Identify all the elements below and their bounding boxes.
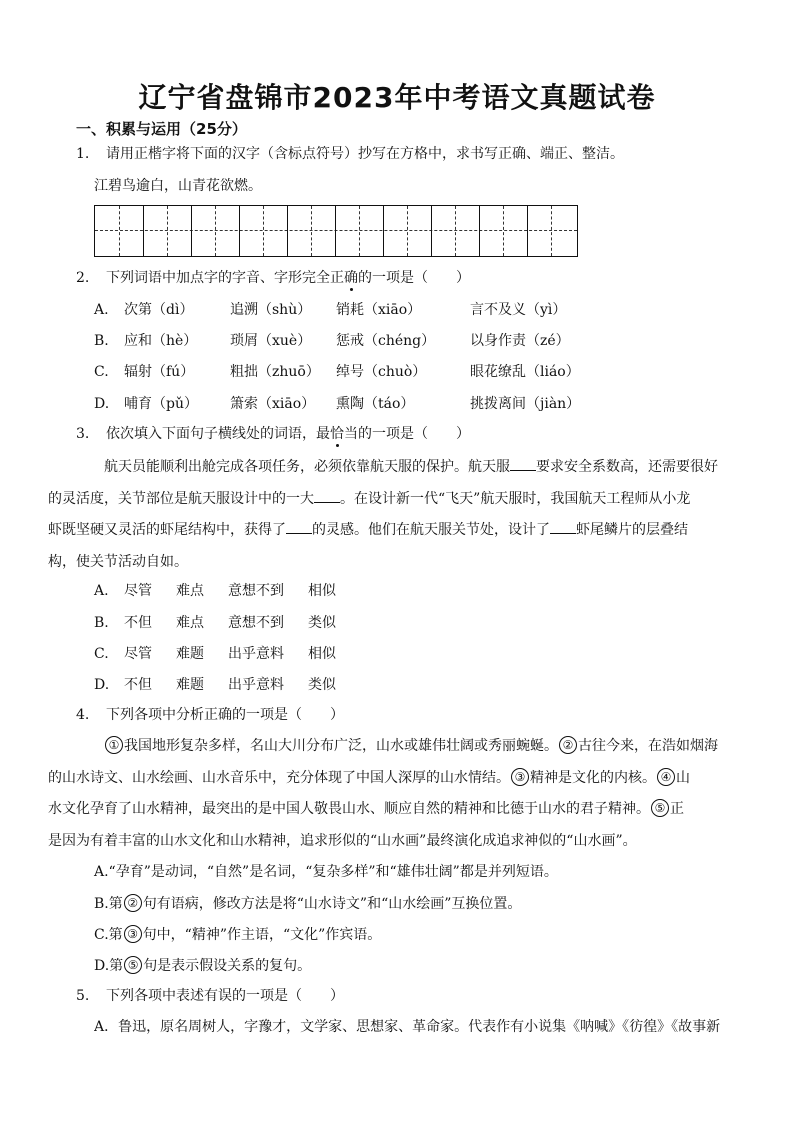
option-a[interactable] xyxy=(94,581,336,601)
option-word: 难点 xyxy=(176,615,204,631)
question-5 xyxy=(76,986,344,1006)
grid-half-divider xyxy=(119,206,120,256)
section-heading: 一、积累与运用（25分） xyxy=(76,120,247,138)
sentence-number: ③ xyxy=(124,925,142,943)
sentence-number: ⑤ xyxy=(124,956,142,974)
passage-text: 虾尾鳞片的层叠结 xyxy=(576,522,688,538)
passage-text: 。在设计新一代“飞天”航天服时，我国航天工程师从小龙 xyxy=(340,490,691,507)
passage-text: 是因为有着丰富的山水文化和山水精神，追求形似的“山水画”最终演化成追求神似的“山水画”。 xyxy=(48,832,637,849)
question-number: 5. xyxy=(76,988,90,1004)
passage-text: 的山水诗文、山水绘画、山水音乐中，充分体现了中国人深厚的山水情结。 xyxy=(48,769,510,786)
option-text: 句是表示假设关系的复句。 xyxy=(143,958,312,974)
passage-text: 精神是文化的内核。 xyxy=(530,769,656,786)
option-word: 相似 xyxy=(308,646,336,662)
option-word: 类似 xyxy=(308,677,336,693)
option-word: 意想不到 xyxy=(228,583,284,599)
option-d[interactable] xyxy=(94,956,311,976)
option-word: 不但 xyxy=(124,677,152,693)
grid-half-divider xyxy=(263,206,264,256)
passage-text: 我国地形复杂多样，名山大川分布广泛，山水或雄伟壮阔或秀丽蜿蜒。 xyxy=(124,738,558,754)
option-text: A.“孕育”是动词，“自然”是名词，“复杂多样”和“雄伟壮阔”都是并列短语。 xyxy=(94,864,558,880)
option-word: 粗拙（zhuō） xyxy=(230,364,320,380)
option-text: 句中，“精神”作主语，“文化”作宾语。 xyxy=(142,927,382,943)
grid-half-divider xyxy=(407,206,408,256)
option-b[interactable] xyxy=(94,613,336,633)
option-label: A. xyxy=(94,302,109,318)
grid-half-divider xyxy=(215,206,216,256)
question-3 xyxy=(76,424,470,444)
grid-cell-divider xyxy=(431,206,432,256)
grid-half-divider xyxy=(167,206,168,256)
option-text: D.第 xyxy=(94,958,124,974)
option-text: 句有语病，修改方法是将“山水诗文”和“山水绘画”互换位置。 xyxy=(142,896,522,912)
passage-text: 的灵感。他们在航天服关节处，设计了 xyxy=(312,522,550,538)
option-word: 出乎意料 xyxy=(228,677,284,693)
question-1 xyxy=(76,144,624,164)
fill-blank[interactable] xyxy=(314,488,340,503)
option-word: 应和（hè） xyxy=(124,333,198,349)
option-word: 惩戒（chéng） xyxy=(336,333,436,349)
passage-q3 xyxy=(48,452,748,578)
page-title: 辽宁省盘锦市2023年中考语文真题试卷 xyxy=(138,81,656,114)
option-label: D. xyxy=(94,396,110,412)
dotted-char: 恰 xyxy=(330,426,344,442)
grid-half-divider xyxy=(503,206,504,256)
question-number: 3. xyxy=(76,426,90,442)
question-text: 下列各项中表述有误的一项是（ ） xyxy=(106,988,344,1004)
passage-text: 要求安全系数高，还需要很好 xyxy=(536,459,718,475)
passage-text: 古往今来，在浩如烟海 xyxy=(578,738,718,754)
sentence-number: ① xyxy=(105,736,123,754)
question-number: 1. xyxy=(76,146,90,162)
question-text: 下列各项中分析正确的一项是（ ） xyxy=(106,707,344,723)
option-text: A．鲁迅，原名周树人，字豫才，文学家、思想家、革命家。代表作有小说集《呐喊》《彷徨》《故事新 xyxy=(94,1019,721,1035)
fill-blank[interactable] xyxy=(286,519,312,534)
option-word: 尽管 xyxy=(124,583,152,599)
option-label: B. xyxy=(94,333,109,349)
passage-text: 的灵活度，关节部位是航天服设计中的一大 xyxy=(48,490,314,507)
question-text: 请用正楷字将下面的汉字（含标点符号）抄写在方格中，求书写正确、端正、整洁。 xyxy=(106,146,624,162)
grid-cell-divider xyxy=(143,206,144,256)
option-a[interactable] xyxy=(94,1017,766,1037)
option-word: 尽管 xyxy=(124,646,152,662)
passage-text: 航天员能顺利出舱完成各项任务，必须依靠航天服的保护。航天服 xyxy=(104,459,510,475)
option-text: B.第 xyxy=(94,896,123,912)
sentence-number: ③ xyxy=(511,768,529,786)
option-word: 难题 xyxy=(176,677,204,693)
option-word: 难题 xyxy=(176,646,204,662)
passage-text: 虾既坚硬又灵活的虾尾结构中，获得了 xyxy=(48,522,286,538)
passage-text: 构，使关节活动自如。 xyxy=(48,553,188,570)
option-label: C. xyxy=(94,364,109,380)
option-a[interactable] xyxy=(94,862,558,882)
option-d[interactable] xyxy=(94,394,580,414)
passage-text: 正 xyxy=(670,801,684,817)
option-c[interactable] xyxy=(94,925,381,945)
option-b[interactable] xyxy=(94,894,521,914)
option-label: A. xyxy=(94,583,109,599)
option-label: C. xyxy=(94,646,109,662)
option-word: 哺育（pǔ） xyxy=(124,396,198,412)
option-word: 难点 xyxy=(176,583,204,599)
question-number: 4. xyxy=(76,707,90,723)
option-label: D. xyxy=(94,677,110,693)
option-word: 出乎意料 xyxy=(228,646,284,662)
option-word: 次第（dì） xyxy=(124,302,194,318)
grid-half-divider xyxy=(359,206,360,256)
sentence-number: ④ xyxy=(657,768,675,786)
option-word: 绰号（chuò） xyxy=(336,364,427,380)
dotted-char: 确 xyxy=(344,270,358,286)
question-text: 依次填入下面句子横线处的词语，最 xyxy=(106,426,330,442)
option-word: 熏陶（táo） xyxy=(336,396,415,412)
option-word: 琐屑（xuè） xyxy=(230,333,312,349)
grid-cell-divider xyxy=(287,206,288,256)
option-word: 意想不到 xyxy=(228,615,284,631)
option-word: 追溯（shù） xyxy=(230,302,312,318)
option-c[interactable] xyxy=(94,362,580,382)
option-word: 销耗（xiāo） xyxy=(336,302,422,318)
question-2 xyxy=(76,268,470,288)
sentence-number: ② xyxy=(124,894,142,912)
grid-half-divider xyxy=(455,206,456,256)
grid-cell-divider xyxy=(527,206,528,256)
grid-cell-divider xyxy=(383,206,384,256)
sentence-number: ⑤ xyxy=(651,799,669,817)
option-word: 不但 xyxy=(124,615,152,631)
option-word: 辐射（fú） xyxy=(124,364,195,380)
option-word: 眼花缭乱（liáo） xyxy=(470,364,580,380)
option-word: 言不及义（yì） xyxy=(470,302,567,318)
option-label: B. xyxy=(94,615,109,631)
grid-cell-divider xyxy=(191,206,192,256)
poem-line: 江碧鸟逾白，山青花欲燃。 xyxy=(94,178,262,194)
option-a[interactable] xyxy=(94,300,566,320)
option-b[interactable] xyxy=(94,331,570,351)
option-word: 相似 xyxy=(308,583,336,599)
fill-blank[interactable] xyxy=(550,519,576,534)
passage-q4 xyxy=(48,731,748,857)
option-word: 类似 xyxy=(308,615,336,631)
grid-cell-divider xyxy=(335,206,336,256)
option-text: C.第 xyxy=(94,927,123,943)
fill-blank[interactable] xyxy=(510,456,536,471)
passage-text: 山 xyxy=(676,769,690,786)
question-text: 下列词语中加点字的字音、字形完全正 xyxy=(106,270,344,286)
question-4 xyxy=(76,705,344,725)
option-word: 箫索（xiāo） xyxy=(230,396,316,412)
question-text: 的一项是（ ） xyxy=(358,270,470,286)
passage-text: 水文化孕育了山水精神，最突出的是中国人敬畏山水、顺应自然的精神和比德于山水的君子精神。 xyxy=(48,801,650,817)
grid-cell-divider xyxy=(479,206,480,256)
question-number: 2. xyxy=(76,270,90,286)
grid-half-divider xyxy=(311,206,312,256)
question-text: 当的一项是（ ） xyxy=(344,426,470,442)
sentence-number: ② xyxy=(559,736,577,754)
option-c[interactable] xyxy=(94,644,336,664)
option-word: 挑拨离间（jiàn） xyxy=(470,396,581,412)
writing-grid[interactable] xyxy=(94,205,578,257)
option-d[interactable] xyxy=(94,675,336,695)
grid-half-divider xyxy=(551,206,552,256)
option-word: 以身作责（zé） xyxy=(470,333,570,349)
grid-cell-divider xyxy=(239,206,240,256)
